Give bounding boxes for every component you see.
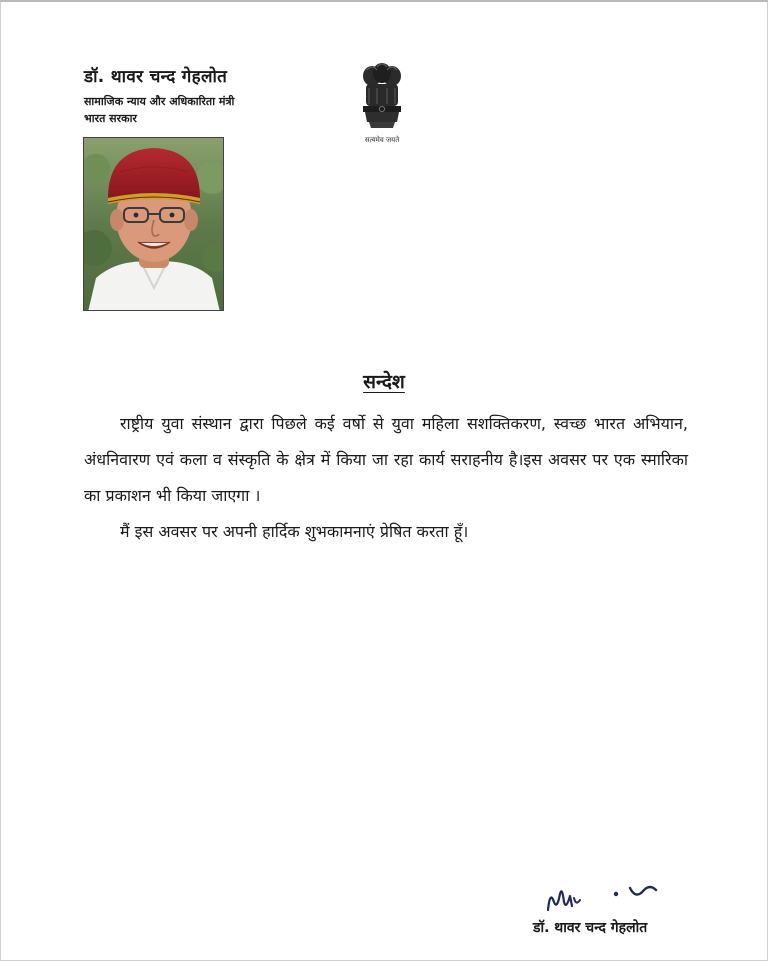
portrait-photo [83,137,224,311]
sender-name: डॉ. थावर चन्द गेहलोत [84,67,228,87]
message-paragraph: राष्ट्रीय युवा संस्थान द्वारा पिछले कई वर्षो से युवा महिला सशक्तिकरण, स्वच्छ भारत अभियान, अंधनिवारण एवं कला व संस्कृति के क्षेत्र में किया जा रहा कार्य सराहनीय है।इस अवसर पर एक स्मारिका का प्रकाशन भी किया जाएगा । [84,414,688,505]
signatory-name: डॉ. थावर चन्द गेहलोत [533,920,648,936]
national-emblem-icon [357,62,407,136]
sender-government: भारत सरकार [84,112,137,125]
message-paragraph: मैं इस अवसर पर अपनी हार्दिक शुभकामनाएं प्रेषित करता हूँ। [120,522,469,541]
sender-designation: सामाजिक न्याय और अधिकारिता मंत्री [84,95,235,108]
message-title: सन्देश [363,371,405,393]
message-body [84,406,688,550]
emblem-motto: सत्यमेव जयते [364,136,400,144]
handwritten-signature [540,876,665,918]
